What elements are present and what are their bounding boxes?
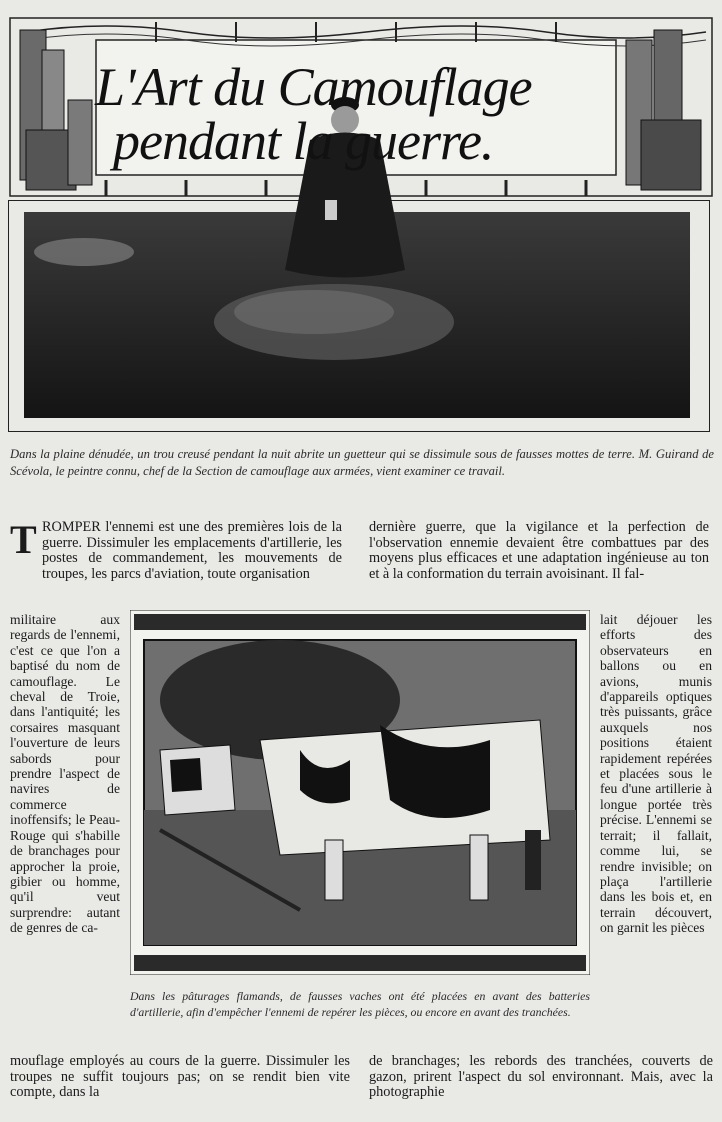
article-column-1-top [10,517,342,582]
title-line-2: pendant la guerre. [113,111,494,171]
article-column-2-top: dernière guerre, que la vigilance et la perfection de l'observation ennemie devaient être combattues par des moyens plus efficaces et une adaptation ingénieuse au ton et à la conformation du terrain avoisinant. Il fal- [369,519,709,582]
article-column-2-narrow: lait déjouer les efforts des observateurs en ballons ou en avions, munis d'appareils optiques très puissants, grâce auxquels nos positions étaient rapidement repérées et placées sous le feu d'une artillerie à longue portée très précise. L'ennemi se terrait; il fallait, comme lui, se rendre invisible; on plaça l'artillerie dans les bois et, en terrain découvert, on garnit les pièces [600,612,712,936]
column-1-text: ROMPER l'ennemi est une des premières lois de la guerre. Dissimuler les emplacements d'artillerie, les postes de commandement, les mouvements de troupes, les parcs d'aviation, toute organisation [42,519,342,582]
article-column-1-narrow: militaire aux regards de l'ennemi, c'est ce que l'on a baptisé du nom de camouflage. Le cheval de Troie, dans l'antiquité; les corsaires masquant l'ouverture de leurs sabords pour prendre l'aspect de navires de commerce inoffensifs; le Peau-Rouge qui s'habille de branchages pour approcher la proie, gibier ou homme, qu'il veut surprendre: autant de genres de ca- [10,612,120,936]
article-column-2-bottom: de branchages; les rebords des tranchées, couverts de gazon, prirent l'aspect du sol environnant. Mais, avec la photographie [369,1053,713,1101]
article-column-1-bottom: mouflage employés au cours de la guerre. Dissimuler les troupes ne suffit toujours pas; on se rendit bien vite compte, dans la [10,1053,350,1101]
article-title [95,57,615,171]
drop-cap: T [10,517,37,562]
photo-caption: Dans la plaine dénudée, un trou creusé pendant la nuit abrite un guetteur qui se dissimule sous de fausses mottes de terre. M. Guirand de Scévola, le peintre connu, chef de la Section de camouflage aux armées, vient examiner ce travail. [10,447,714,478]
title-line-1: L'Art du Camouflage [95,57,532,117]
cows-photograph [130,610,590,975]
cows-caption: Dans les pâturages flamands, de fausses vaches ont été placées en avant des batteries d'artillerie, afin d'empêcher l'ennemi de repérer les pièces, ou encore en avant des tranchées. [130,989,590,1019]
